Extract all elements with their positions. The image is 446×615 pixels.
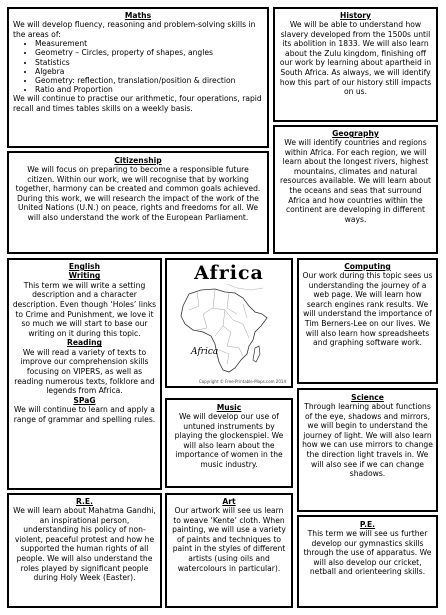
- re-box: [7, 493, 162, 608]
- pe-title: P.E.: [359, 520, 376, 529]
- re-title: R.E.: [76, 497, 93, 506]
- science-text: Through learning about functions of the eye, shadows and mirrors, we will begin to understand the journey of light. We will also learn how we can use mirrors to change the direction light travels in. We will also see if we can change shadows.: [302, 402, 433, 479]
- map-label: Africa: [191, 347, 219, 357]
- africa-map: [167, 284, 291, 384]
- history-text: We will be able to understand how slavery developed from the 1500s until its abolition in 1833. We will also learn about the Zulu kingdom, finishing off our work by learning about apartheid in South Africa. As always, we will identify how this part of our history still impacts on us.: [279, 20, 432, 97]
- spag-title: SPaG: [73, 395, 96, 405]
- pe-box: [297, 515, 438, 608]
- maths-title: Maths: [124, 11, 152, 20]
- maths-item: • Geometry – Circles, property of shapes, angles: [35, 48, 263, 57]
- art-text: Our artwork will see us learn to weave ‘Kente’ cloth. When painting, we will use a variety of paints and techniques to paint in the styles of different artists (using oils and watercolours in particular).: [172, 506, 286, 573]
- maths-outro: We will continue to practise our arithmetic, four operations, rapid recall and times tables skills on a weekly basis.: [13, 94, 262, 113]
- re-text: We will learn about Mahatma Gandhi, an inspirational person, understanding his policy of non-violent, peaceful protest and how he supported the human rights of all people. We will also understand the roles played by significant people during Holy Week (Easter).: [13, 506, 156, 583]
- maths-intro: We will develop fluency, reasoning and problem-solving skills in the areas of:: [13, 20, 256, 39]
- citizenship-text: We will focus on preparing to become a responsible future citizen. Within our work, we will recognise that by working together, harmony can be created and common goals achieved. During this work, we will research the impact of the work of the United Nations (U.N.) on peace, rights and freedoms for all. We will also understand the work of the European Parliament.: [15, 165, 261, 222]
- maths-item: • Geometry: reflection, translation/position & direction: [35, 76, 263, 85]
- writing-title: Writing: [68, 271, 101, 281]
- science-title: Science: [351, 393, 384, 402]
- music-title: Music: [216, 403, 242, 412]
- madagascar-shape: [253, 346, 260, 362]
- music-box: [165, 398, 293, 488]
- maths-item: • Algebra: [35, 67, 263, 76]
- english-title: English: [68, 262, 101, 271]
- maths-item: • Measurement: [35, 39, 263, 48]
- writing-text: This term we will write a setting description and a character description. Even though ‘Holes’ links to Crime and Punishment, we love it so much we will start to base our writing on it during this topic.: [12, 280, 157, 338]
- maths-box: [7, 7, 269, 148]
- spag-text: We will continue to learn and apply a range of grammar and spelling rules.: [13, 405, 156, 424]
- maths-item: • Ratio and Proportion: [35, 85, 263, 94]
- art-box: [165, 493, 293, 608]
- english-box: [7, 258, 162, 490]
- computing-title: Computing: [344, 262, 391, 271]
- citizenship-title: Citizenship: [114, 156, 162, 165]
- history-box: [273, 7, 438, 122]
- pe-text: This term we will see us further develop our gymnastics skills through the use of apparatus. We will also develop our cricket, netball and orienteering skills.: [303, 529, 432, 577]
- geography-title: Geography: [332, 129, 379, 138]
- geography-text: We will identify countries and regions within Africa. For each region, we will learn about the longest rivers, highest mountains, climates and natural resources available. We will learn about the oceans and seas that surround Africa and how countries within the continent are developing in different ways.: [280, 138, 431, 224]
- science-box: [297, 388, 438, 512]
- computing-text: Our work during this topic sees us understanding the journey of a web page. We will learn how search engines rank results. We will understand the importance of Tim Berners-Lee on our lives. We will also learn how spreadsheets and graphing software work.: [302, 271, 433, 348]
- reading-text: We will read a variety of texts to improve our comprehension skills focusing on VIPERS, as well as reading numerous texts, folklore and legends from Africa.: [14, 347, 155, 396]
- art-title: Art: [222, 497, 236, 506]
- maths-item: • Statistics: [35, 58, 263, 67]
- citizenship-box: [7, 151, 269, 254]
- map-title: Africa: [194, 262, 264, 284]
- computing-box: [297, 258, 438, 384]
- history-title: History: [339, 11, 372, 20]
- geography-box: [273, 125, 438, 254]
- reading-title: Reading: [66, 338, 102, 348]
- map-caption: Copyright © Free-Printable-Maps.com 2014: [198, 379, 286, 384]
- africa-map-box: [165, 258, 293, 388]
- maths-list: [13, 39, 263, 94]
- music-text: We will develop our use of untuned instruments by playing the glockenspiel. We will also learn about the importance of women in the music industry.: [174, 412, 284, 469]
